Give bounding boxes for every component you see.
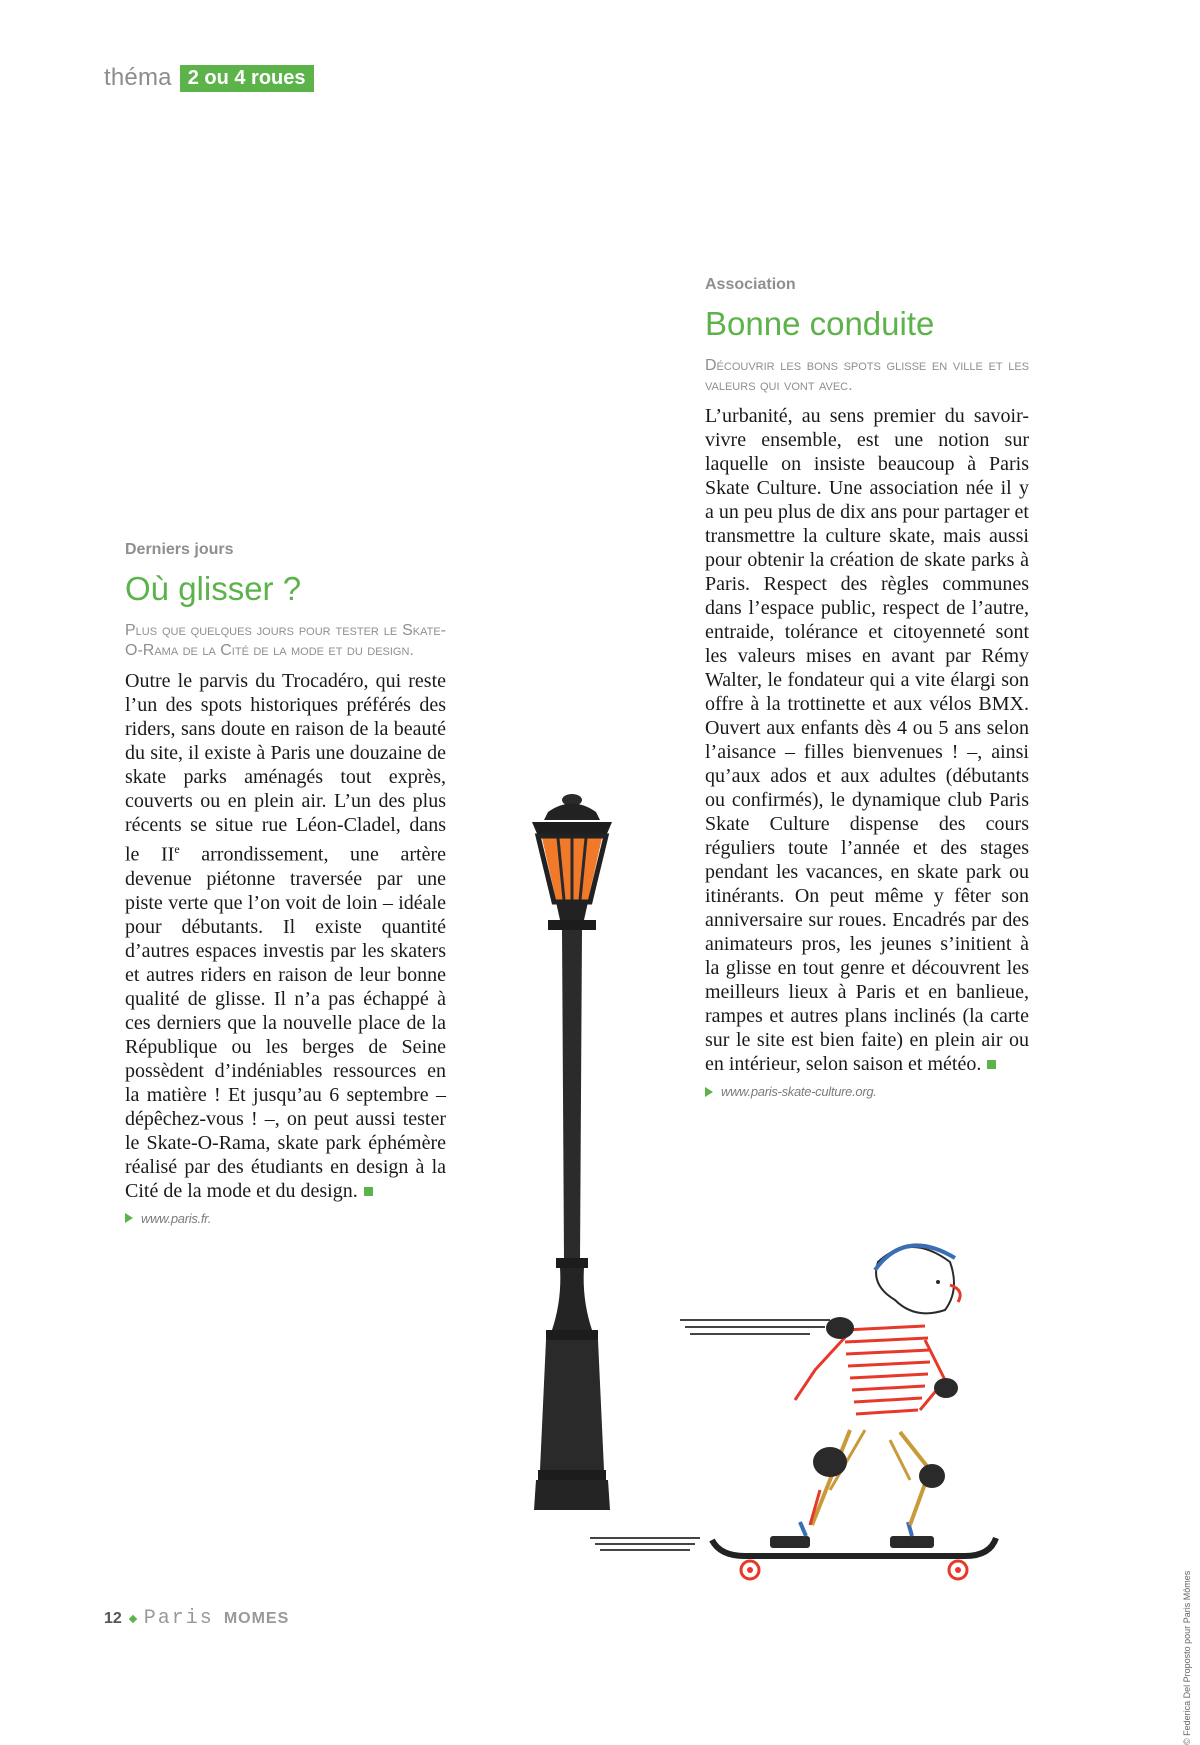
article-kicker: Association (705, 276, 796, 293)
page-number: 12 (104, 1609, 122, 1627)
section-label: théma (104, 64, 172, 91)
page-footer (104, 1607, 289, 1630)
link-url[interactable]: www.paris.fr. (141, 1210, 212, 1226)
article-derniers-jours (125, 541, 446, 1226)
article-link[interactable] (705, 1084, 1029, 1099)
article-link[interactable] (125, 1211, 446, 1226)
triangle-bullet-icon (125, 1213, 133, 1223)
article-body: Outre le parvis du Trocadéro, qui reste l’un des spots historiques préférés des riders, sans doute en raison de la beauté du site, il existe à Paris une douzaine de skate parks aménagés tout exprès, couverts ou en plein air. L’un des plus récents se situe rue Léon-Cladel, dans le IIe arrondissement, une artère devenue piétonne traversée par une piste verte que l’on voit de loin – idéale pour débutants. Il existe quantité d’autres espaces investis par les skaters et autres riders en raison de leur bonne qualité de glisse. Il n’a pas échappé à ces derniers que la nouvelle place de la République ou les berges de Seine possèdent d’indéniables ressources en la matière ! Et jusqu’au 6 septembre – dépêchez-vous ! –, on peut aussi tester le Skate-O-Rama, skate park éphémère réalisé par des étudiants en design à la Cité de la mode et du design. (125, 670, 446, 1202)
brand-momes: MOMES (223, 1609, 290, 1627)
diamond-icon (129, 1614, 137, 1622)
article-title: Bonne conduite (705, 305, 935, 342)
article-kicker: Derniers jours (125, 541, 234, 558)
end-square-icon (987, 1060, 996, 1069)
brand-paris: Paris (143, 1607, 214, 1630)
article-lead: Découvrir les bons spots glisse en ville et les valeurs qui vont avec. (705, 357, 1029, 394)
link-url[interactable]: www.paris-skate-culture.org. (721, 1084, 877, 1099)
section-tag: 2 ou 4 roues (180, 65, 314, 92)
speed-lines (590, 1320, 830, 1550)
article-lead: Plus que quelques jours pour tester le Skate-O-Rama de la Cité de la mode et du design. (125, 622, 446, 659)
street-lamp (532, 794, 612, 1510)
article-title: Où glisser ? (125, 570, 302, 607)
child-skateboarding (712, 1246, 996, 1580)
article-association (705, 276, 1029, 1099)
illustration-credit: © Federica Del Proposto pour Paris Mômes (1182, 1570, 1192, 1745)
triangle-bullet-icon (705, 1087, 713, 1097)
end-square-icon (364, 1187, 373, 1196)
article-body: L’urbanité, au sens premier du savoir-vivre ensemble, est une notion sur laquelle on insiste beaucoup à Paris Skate Culture. Une association née il y a un peu plus de dix ans pour partager et transmettre la culture skate, mais aussi pour obtenir la création de skate parks à Paris. Respect des règles communes dans l’espace public, respect de l’autre, entraide, tolérance et citoyenneté sont les valeurs mises en avant par Rémy Walter, le fondateur qui a vite élargi son offre à la trottinette et aux vélos BMX. Ouvert aux enfants dès 4 ou 5 ans selon l’aisance – filles bienvenues ! –, ainsi qu’aux ados et aux adultes (débutants ou confirmés), le dynamique club Paris Skate Culture dispense des cours réguliers toute l’année et des stages pendant les vacances, en skate park ou itinérants. On peut même y fêter son anniversaire sur roues. Encadrés par des animateurs pros, les jeunes s’initient à la glisse en tout genre et découvrent les meilleurs lieux à Paris et en banlieue, rampes et autres plans inclinés (la carte sur le site est bien faite) en plein air ou en intérieur, selon saison et météo. (705, 405, 1029, 1075)
